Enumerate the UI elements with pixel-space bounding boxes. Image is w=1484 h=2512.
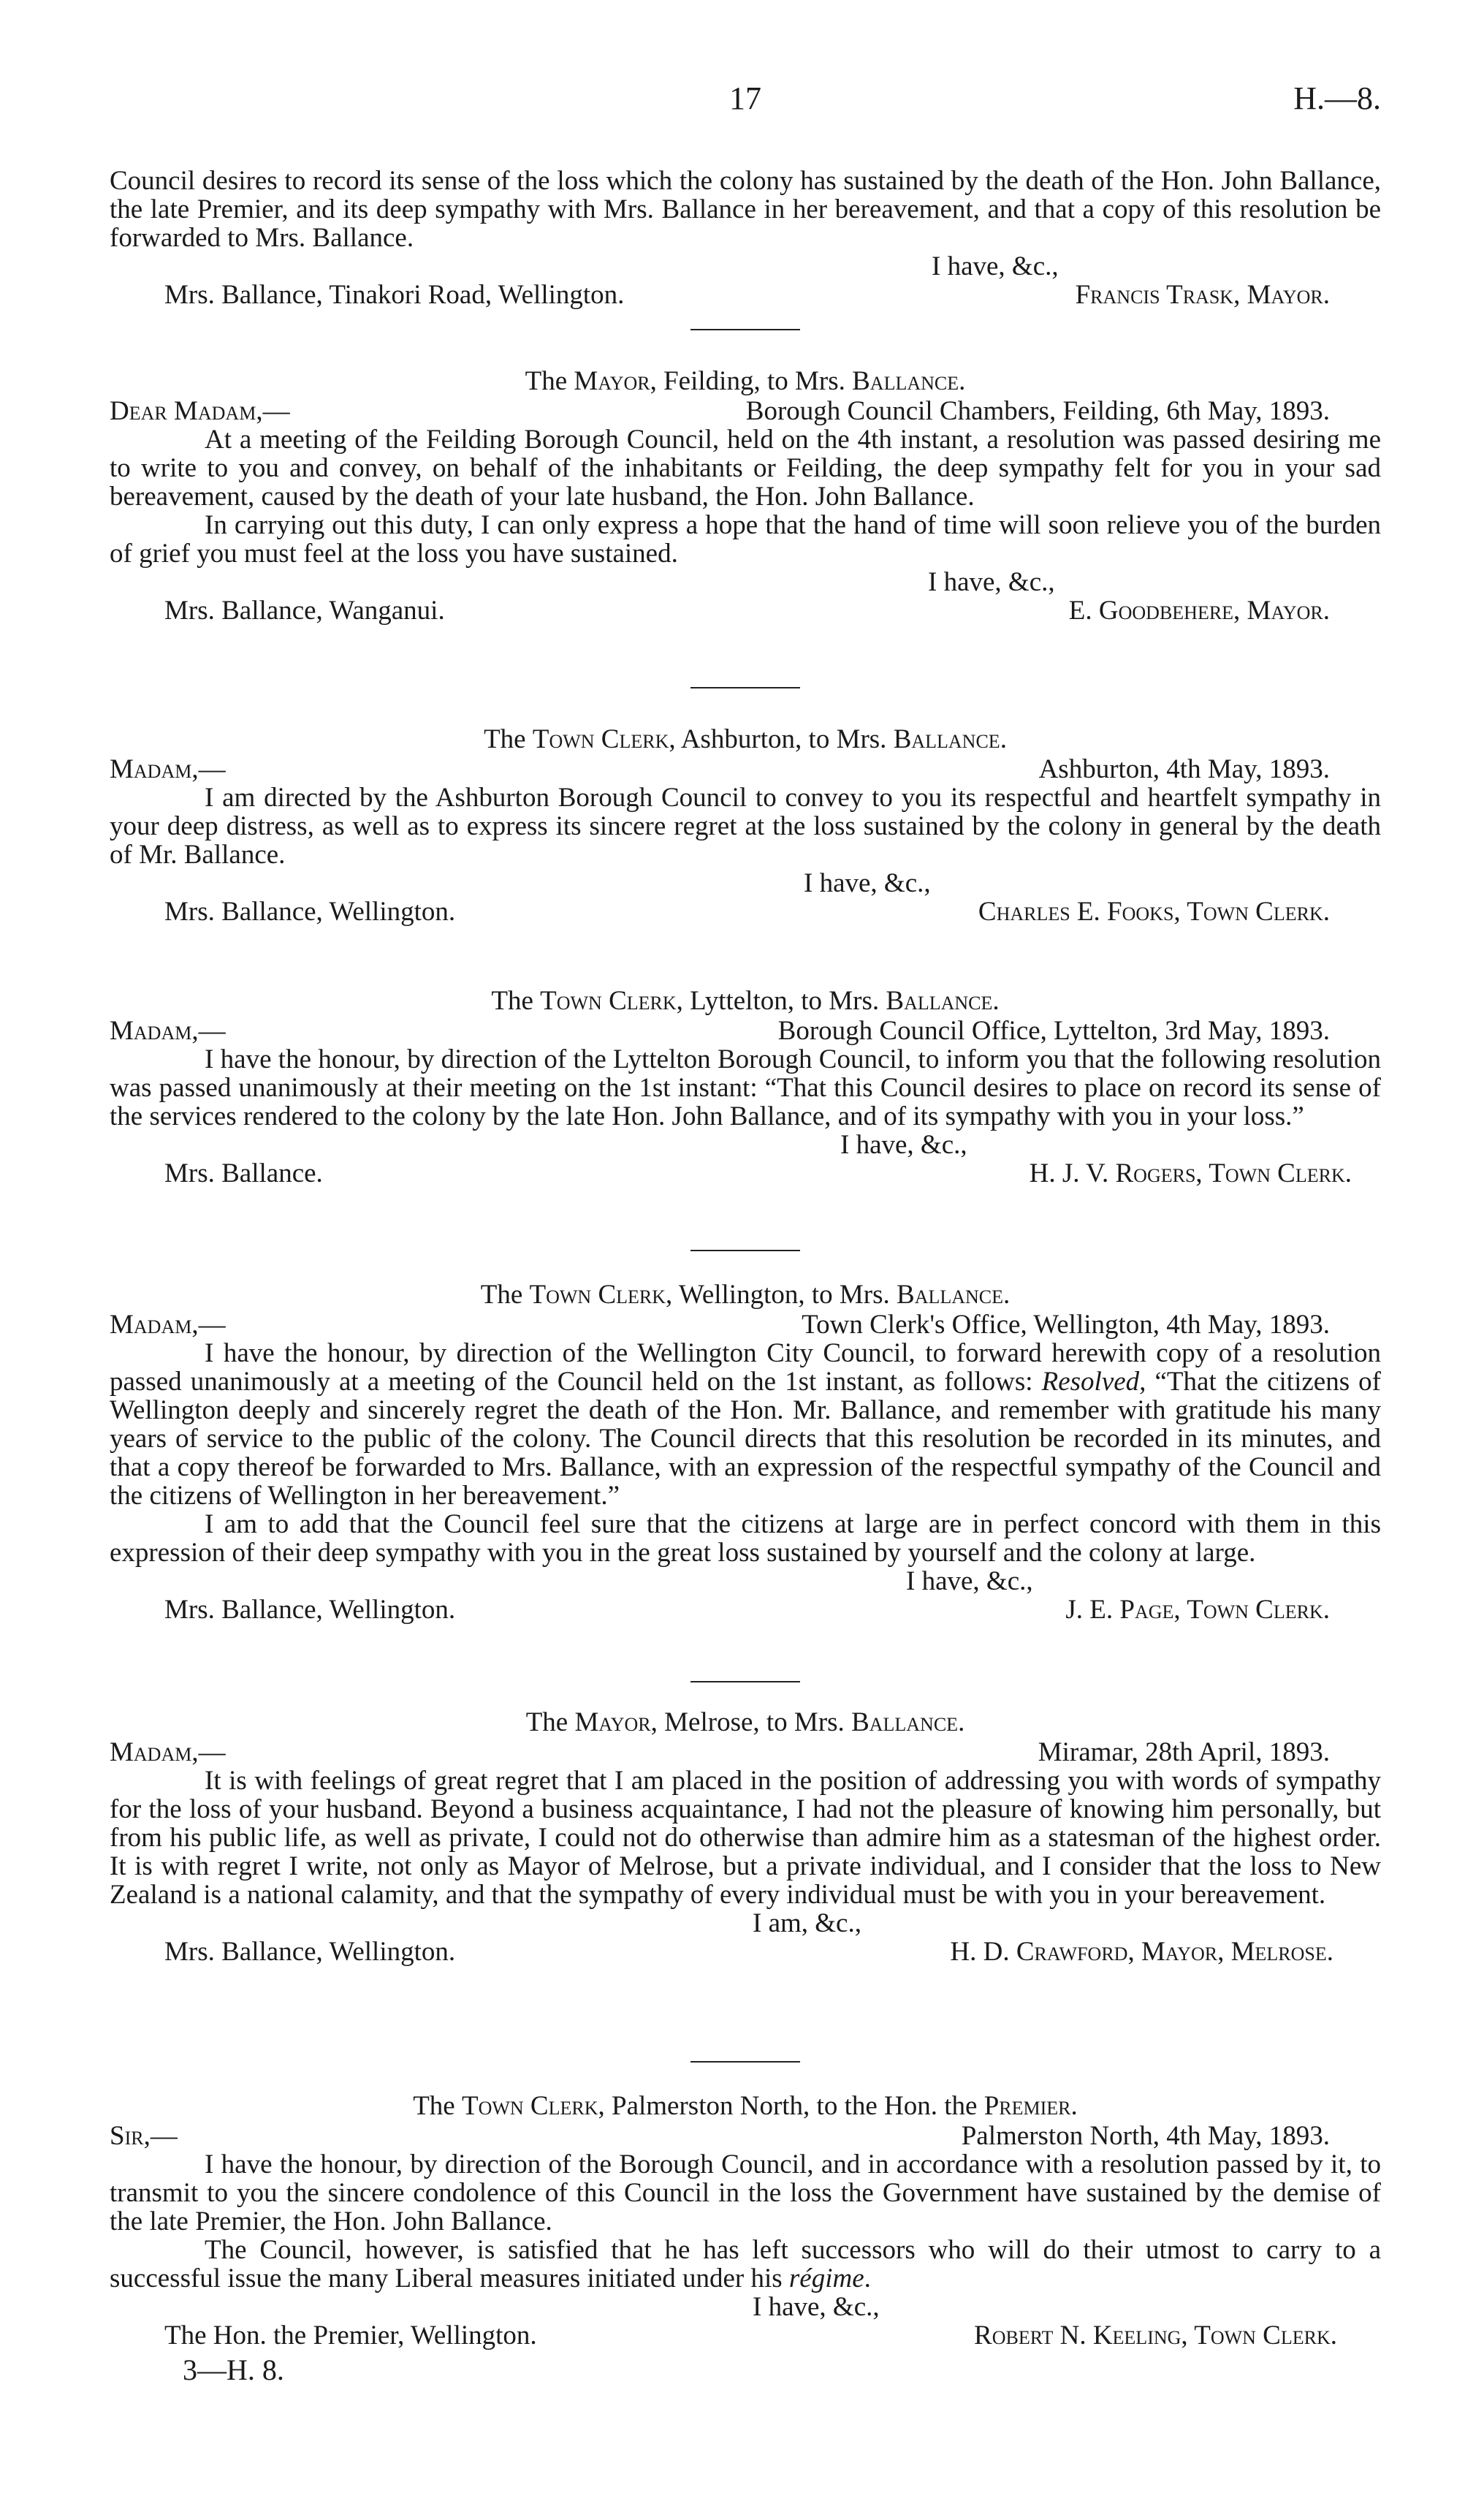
closing: I have, &c.,: [753, 2292, 880, 2322]
signatory: E. Goodbehere, Mayor.: [1068, 596, 1330, 626]
signatory: Charles E. Fooks, Town Clerk.: [978, 897, 1330, 927]
closing: I have, &c.,: [906, 1566, 1033, 1596]
letter-heading: The Town Clerk, Ashburton, to Mrs. Ballance.: [484, 724, 1007, 754]
dateline: Borough Council Office, Lyttelton, 3rd May, 1893.: [777, 1016, 1330, 1046]
divider-rule: [690, 687, 800, 688]
letter-paragraph: I am directed by the Ashburton Borough Council to convey to you its respectful and heartfelt sympathy in your deep distress, as well as to express its sincere regret at the loss sustained by the colony in general by the death of Mr. Ballance.: [110, 783, 1381, 870]
page-number: 17: [729, 80, 761, 116]
continuation-text: Council desires to record its sense of the loss which the colony has sustained by the death of the Hon. John Ballance, the late Premier, and its deep sympathy with Mrs. Ballance in her bereavement, and that a copy of this resolution be forwarded to Mrs. Ballance.: [110, 166, 1381, 253]
signature-mark: 3—H. 8.: [183, 2353, 284, 2386]
letter-heading: The Mayor, Feilding, to Mrs. Ballance.: [525, 366, 966, 396]
addressee: Mrs. Ballance.: [164, 1158, 323, 1188]
letter-paragraph: The Council, however, is satisfied that he has left successors who will do their utmost to carry to a successful issue the many Liberal measures initiated under his régime.: [110, 2235, 1381, 2293]
dateline: Town Clerk's Office, Wellington, 4th May, 1893.: [802, 1310, 1330, 1340]
signatory: H. J. V. Rogers, Town Clerk.: [1029, 1158, 1352, 1188]
letter-heading: The Town Clerk, Lyttelton, to Mrs. Ballance.: [491, 986, 1000, 1016]
addressee: Mrs. Ballance, Wellington.: [164, 897, 456, 927]
divider-rule: [690, 2061, 800, 2063]
signatory: Robert N. Keeling, Town Clerk.: [974, 2321, 1337, 2350]
signatory: H. D. Crawford, Mayor, Melrose.: [950, 1937, 1333, 1967]
letter-lyttelton: [110, 950, 1381, 1188]
letter-heading: The Town Clerk, Wellington, to Mrs. Ballance.: [480, 1280, 1011, 1310]
dateline: Palmerston North, 4th May, 1893.: [961, 2121, 1330, 2151]
dateline: Ashburton, 4th May, 1893.: [1038, 754, 1330, 784]
closing: I have, &c.,: [840, 1130, 967, 1160]
signatory: Francis Trask, Mayor.: [1075, 280, 1330, 310]
letter-feilding: [110, 329, 1381, 625]
letter-paragraph: At a meeting of the Feilding Borough Council, held on the 4th instant, a resolution was passed desiring me to write to you and convey, on behalf of the inhabitants or Feilding, the deep sympathy felt for you in your sad bereavement, caused by the death of your late husband, the Hon. John Ballance.: [110, 425, 1381, 512]
closing: I have, &c.,: [928, 567, 1055, 597]
closing: I have, &c.,: [804, 868, 931, 898]
addressee: Mrs. Ballance, Wellington.: [164, 1937, 456, 1967]
continuation-block: [110, 167, 1381, 309]
letter-heading: The Town Clerk, Palmerston North, to the Hon. the Premier.: [413, 2091, 1078, 2121]
salutation: Madam,—: [110, 1310, 226, 1340]
closing: I have, &c.,: [932, 251, 1059, 281]
addressee: Mrs. Ballance, Wanganui.: [164, 596, 445, 626]
letter-paragraph: I have the honour, by direction of the Wellington City Council, to forward herewith copy of a resolution passed unanimously at a meeting of the Council held on the 1st instant, as follows: Resolved, “That the citizens of Wellington deeply and sincerely regret the death of the Hon. Mr. Ballance, and remember with gratitude his many years of service to the public of the colony. The Council directs that this resolution be recorded in its minutes, and that a copy thereof be forwarded to Mrs. Ballance, with an expression of the respectful sympathy of the Council and the citizens of Wellington in her bereavement.”: [110, 1338, 1382, 1511]
addressee: Mrs. Ballance, Wellington.: [164, 1595, 456, 1625]
letter-heading: The Mayor, Melrose, to Mrs. Ballance.: [525, 1707, 965, 1737]
letter-wellington: [110, 1250, 1381, 1624]
page-header: [110, 80, 1381, 121]
closing: I am, &c.,: [753, 1908, 861, 1938]
letter-paragraph: It is with feelings of great regret that I am placed in the position of addressing you with words of sympathy for the loss of your husband. Beyond a business acquaintance, I had not the pleasure of knowing him personally, but from his public life, as well as private, I could not do otherwise than admire him as a statesman of the highest order. It is with regret I write, not only as Mayor of Melrose, but a private individual, and I consider that the loss to New Zealand is a national calamity, and that the sympathy of every individual must be with you in your bereavement.: [110, 1766, 1381, 1910]
dateline: Miramar, 28th April, 1893.: [1038, 1737, 1330, 1767]
resolved-label: Resolved,: [1041, 1367, 1146, 1397]
salutation: Madam,—: [110, 754, 226, 784]
letter-melrose: [110, 1681, 1381, 1966]
signatory: J. E. Page, Town Clerk.: [1065, 1595, 1330, 1625]
letter-paragraph: I have the honour, by direction of the Lyttelton Borough Council, to inform you that the following resolution was passed unanimously at their meeting on the 1st instant: “That this Council desires to place on record its sense of the services rendered to the colony by the late Hon. John Ballance, and of its sympathy with you in your loss.”: [110, 1044, 1381, 1131]
regime-word: régime: [788, 2264, 864, 2293]
letter-palmerston-north: [110, 2061, 1381, 2384]
letter-paragraph: I have the honour, by direction of the Borough Council, and in accordance with a resolution passed by it, to transmit to you the sincere condolence of this Council in the loss the Government have sustained by the demise of the late Premier, the Hon. John Ballance.: [110, 2149, 1381, 2236]
addressee: Mrs. Ballance, Tinakori Road, Wellington.: [164, 280, 625, 310]
letter-paragraph: In carrying out this duty, I can only express a hope that the hand of time will soon relieve you of the burden of grief you must feel at the loss you have sustained.: [110, 510, 1381, 569]
dateline: Borough Council Chambers, Feilding, 6th May, 1893.: [745, 396, 1330, 426]
salutation: Dear Madam,—: [110, 396, 290, 426]
divider-rule: [690, 1250, 800, 1251]
letter-ashburton: [110, 687, 1381, 926]
salutation: Sir,—: [110, 2121, 178, 2151]
salutation: Madam,—: [110, 1737, 226, 1767]
document-code: H.—8.: [1293, 80, 1381, 116]
addressee: The Hon. the Premier, Wellington.: [164, 2321, 537, 2350]
divider-rule: [690, 329, 800, 330]
divider-rule: [690, 1681, 800, 1682]
salutation: Madam,—: [110, 1016, 226, 1046]
letter-paragraph: I am to add that the Council feel sure that the citizens at large are in perfect concord with them in this expression of their deep sympathy with you in the great loss sustained by yourself and the colony at large.: [110, 1509, 1381, 1568]
